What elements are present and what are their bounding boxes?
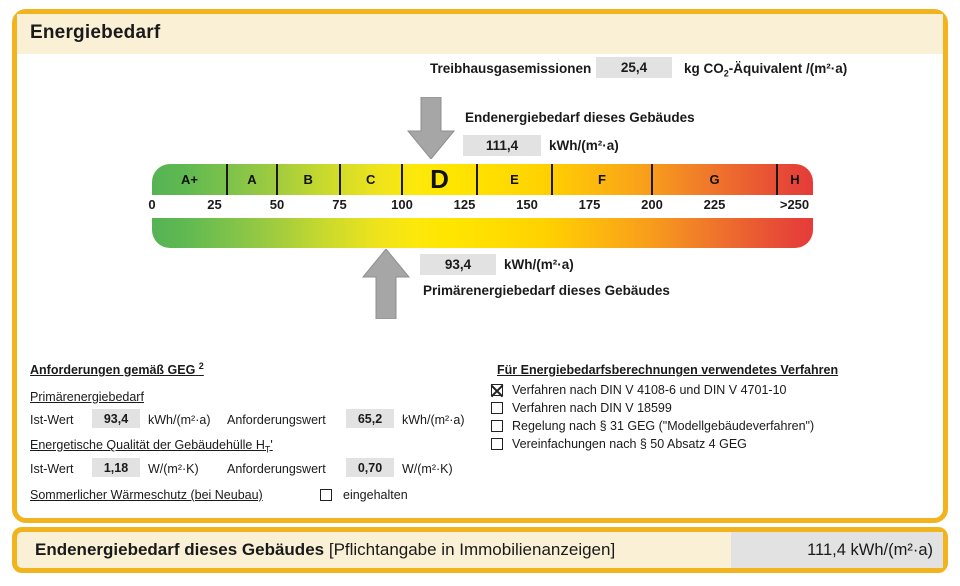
method-checkbox-par50 xyxy=(491,438,503,450)
method-label: Vereinfachungen nach § 50 Absatz 4 GEG xyxy=(512,437,747,451)
envelope-heading: Energetische Qualität der Gebäudehülle $H_T'$ xyxy=(30,438,273,455)
scale-tick xyxy=(476,164,478,195)
primary-req-value: 65,2 xyxy=(357,411,383,426)
primary-energy-value: 93,4 xyxy=(444,257,472,272)
scale-class-F: F xyxy=(598,172,606,187)
method-label: Verfahren nach DIN V 4108-6 und DIN V 4701-10 xyxy=(512,383,787,397)
summer-heat-checkbox-label: eingehalten xyxy=(343,488,408,502)
method-checkbox-par31 xyxy=(491,420,503,432)
page-title: Energiebedarf xyxy=(30,22,161,43)
ghg-unit: kg $CO_2$-Äquivalent /(m²·a) xyxy=(684,61,848,79)
envelope-req-unit: W/(m²·K) xyxy=(402,462,453,476)
scale-tick-label: 75 xyxy=(332,197,347,212)
envelope-ist-label: Ist-Wert xyxy=(30,462,74,476)
scale-class-D: D xyxy=(430,164,449,194)
scale-band-bottom xyxy=(152,218,813,248)
summer-heat-heading: Sommerlicher Wärmeschutz (bei Neubau) xyxy=(30,488,263,502)
method-label: Verfahren nach DIN V 18599 xyxy=(512,401,672,415)
scale-class-A: A xyxy=(247,172,257,187)
envelope-req-label: Anforderungswert xyxy=(227,462,326,476)
envelope-ist-value: 1,18 xyxy=(103,460,129,475)
scale-tick xyxy=(401,164,403,195)
envelope-ist-value-box xyxy=(92,458,140,477)
method-label: Regelung nach § 31 GEG ("Modellgebäudeverfahren") xyxy=(512,419,815,433)
envelope-req-value-box xyxy=(346,458,394,477)
envelope-ist-unit: W/(m²·K) xyxy=(148,462,199,476)
scale-tick-labels xyxy=(148,197,813,215)
scale-class-C: C xyxy=(366,172,376,187)
primary-req-label: Anforderungswert xyxy=(227,413,326,427)
scale-class-B: B xyxy=(303,172,313,187)
footer-label: Endenergiebedarf dieses Gebäudes [Pflichtangabe in Immobilienanzeigen] xyxy=(35,540,616,559)
summer-heat-checkbox xyxy=(320,489,332,501)
end-energy-value: 111,4 xyxy=(485,138,519,153)
scale-tick xyxy=(776,164,778,195)
ghg-label: Treibhausgasemissionen xyxy=(430,61,592,76)
scale-tick xyxy=(276,164,278,195)
method-row xyxy=(491,419,814,433)
scale-tick-label: 150 xyxy=(516,197,538,212)
end-energy-label: Endenergiebedarf dieses Gebäudes xyxy=(465,110,695,125)
scale-tick-label: 200 xyxy=(641,197,663,212)
primary-energy-arrow-icon xyxy=(361,249,411,319)
ghg-value-box xyxy=(596,57,672,78)
scale-tick-label: 175 xyxy=(578,197,601,212)
method-row xyxy=(491,401,672,415)
end-energy-value-box xyxy=(463,135,541,156)
primary-req-unit: kWh/(m²·a) xyxy=(402,413,465,427)
method-checkbox-din18599 xyxy=(491,402,503,414)
requirements-heading: Anforderungen gemäß GEG $^2$ xyxy=(30,361,204,378)
primary-requirement-heading: Primärenergiebedarf xyxy=(30,390,144,404)
scale-tick-label: 25 xyxy=(207,197,222,212)
scale-tick-label: >250 xyxy=(779,197,810,212)
method-checkbox-din4108 xyxy=(491,384,503,396)
scale-tick-label: 0 xyxy=(148,197,156,212)
method-row xyxy=(491,437,747,451)
scale-tick xyxy=(651,164,653,195)
scale-band-top xyxy=(152,164,813,195)
footer-value-box xyxy=(731,532,943,568)
footer-bar xyxy=(12,527,948,573)
scale-tick-label: 125 xyxy=(453,197,476,212)
scale-tick-label: 225 xyxy=(703,197,726,212)
primary-energy-value-box xyxy=(420,254,496,275)
scale-class-E: E xyxy=(510,172,519,187)
scale-class-G: G xyxy=(709,172,720,187)
method-row xyxy=(491,383,786,397)
primary-ist-label: Ist-Wert xyxy=(30,413,74,427)
end-energy-arrow-icon xyxy=(406,97,456,159)
end-energy-unit: kWh/(m²·a) xyxy=(549,138,619,153)
envelope-req-value: 0,70 xyxy=(357,460,383,475)
methods-heading: Für Energiebedarfsberechnungen verwendetes Verfahren xyxy=(497,363,839,377)
scale-class-A+: A+ xyxy=(181,172,198,187)
scale-tick xyxy=(551,164,553,195)
ghg-value: 25,4 xyxy=(620,60,648,75)
primary-ist-value: 93,4 xyxy=(103,411,129,426)
primary-req-value-box xyxy=(346,409,394,428)
footer-value: 111,4 kWh/(m²·a) xyxy=(807,540,933,559)
scale-tick xyxy=(226,164,228,195)
scale-tick-label: 100 xyxy=(391,197,413,212)
primary-ist-unit: kWh/(m²·a) xyxy=(148,413,211,427)
primary-energy-unit: kWh/(m²·a) xyxy=(504,257,574,272)
scale-tick-label: 50 xyxy=(269,197,285,212)
primary-ist-value-box xyxy=(92,409,140,428)
scale-class-H: H xyxy=(790,172,800,187)
primary-energy-label: Primärenergiebedarf dieses Gebäudes xyxy=(423,283,670,298)
scale-tick xyxy=(339,164,341,195)
